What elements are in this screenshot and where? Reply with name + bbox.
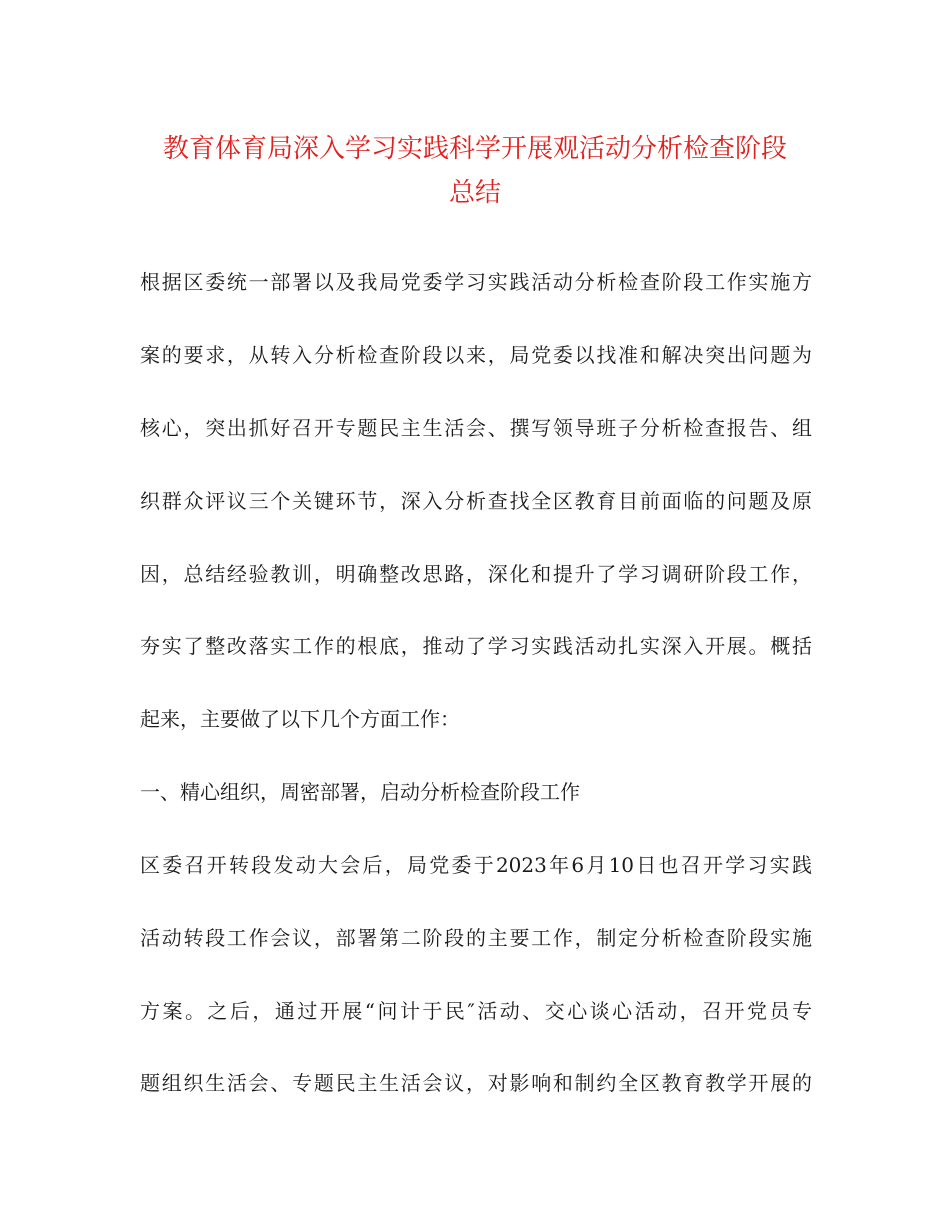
body-line-4: 织群众评议三个关键环节，深入分析查找全区教育目前面临的问题及原: [140, 489, 812, 513]
section-heading-1: 一、精心组织，周密部署，启动分析检查阶段工作: [140, 780, 580, 804]
body-line-2: 案的要求，从转入分析检查阶段以来，局党委以找准和解决突出问题为: [140, 343, 812, 367]
body-line-5: 因，总结经验教训，明确整改思路，深化和提升了学习调研阶段工作，: [140, 562, 812, 586]
body-line-7: 起来，主要做了以下几个方面工作：: [140, 707, 460, 731]
body-line-6: 夯实了整改落实工作的根底，推动了学习实践活动扎实深入开展。概括: [140, 634, 812, 658]
body-line-1: 根据区委统一部署以及我局党委学习实践活动分析检查阶段工作实施方: [140, 270, 812, 294]
body-line-12: 题组织生活会、专题民主生活会议，对影响和制约全区教育教学开展的: [140, 1071, 812, 1095]
body-line-11: 方案。之后，通过开展“问计于民″活动、交心谈心活动，召开党员专: [140, 999, 812, 1023]
document-title-line-1: 教育体育局深入学习实践科学开展观活动分析检查阶段: [162, 134, 787, 164]
body-line-9: 区委召开转段发动大会后，局党委于2023年6月10日也召开学习实践: [140, 853, 812, 877]
body-line-10: 活动转段工作会议，部署第二阶段的主要工作，制定分析检查阶段实施: [140, 926, 812, 950]
body-line-3: 核心，突出抓好召开专题民主生活会、撰写领导班子分析检查报告、组: [140, 416, 812, 440]
document-title-line-2: 总结: [448, 178, 501, 208]
